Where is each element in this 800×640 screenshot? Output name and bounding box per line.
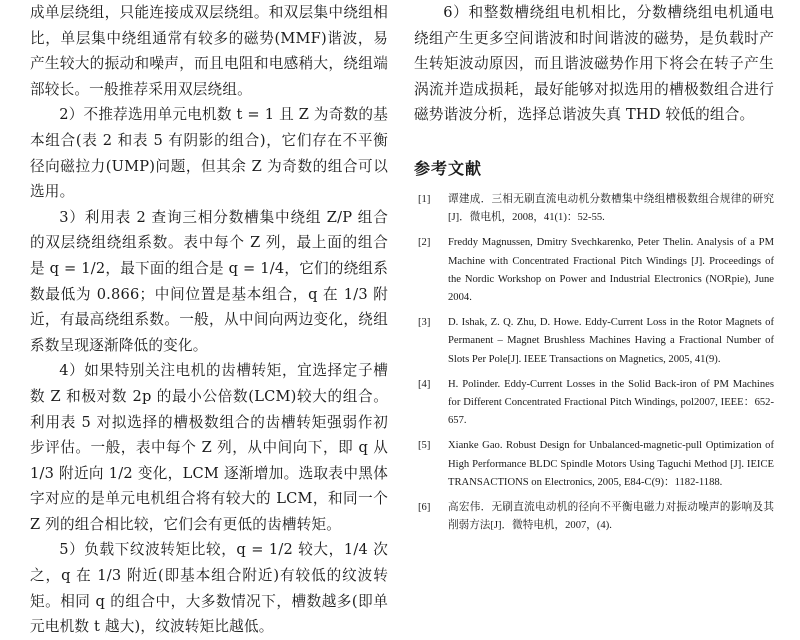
- reference-number: [5]: [418, 440, 431, 452]
- reference-text: Xianke Gao. Robust Design for Unbalanced-magnetic-pull Optimization of High Performance BLDC Spindle Motors Using Taguchi Method [J]. IEICE TRANSACTIONS on Electronics, 2005, E84-C(9)：1182-1188.: [448, 440, 774, 488]
- references-list: [414, 191, 774, 535]
- reference-item: [414, 234, 774, 307]
- reference-item: [414, 437, 774, 492]
- reference-text: H. Polinder. Eddy-Current Losses in the Solid Back-iron of PM Machines for Different Concentrated Fractional Pitch Windings, pol2007, IEEE：652-657.: [448, 378, 774, 427]
- reference-item: [414, 499, 774, 535]
- reference-text: D. Ishak, Z. Q. Zhu, D. Howe. Eddy-Current Loss in the Rotor Magnets of Permanent – Magnet Brushless Machines Having a Fractional Number of Slots Per Pole[J]. IEEE Transactions on Magnetics, 2005, 41(9).: [448, 317, 774, 365]
- right-paragraphs: [414, 0, 774, 128]
- reference-item: [414, 376, 774, 431]
- reference-number: [4]: [418, 378, 431, 390]
- reference-item: [414, 314, 774, 369]
- reference-number: [1]: [418, 193, 431, 205]
- reference-text: 谭建成．三相无刷直流电动机分数槽集中绕组槽极数组合规律的研究[J]．微电机，2008，41(1)：52-55.: [448, 193, 774, 224]
- body-paragraph: 6）和整数槽绕组电机相比，分数槽绕组电机通电绕组产生更多空间谐波和时间谐波的磁势，是负载时产生转矩波动原因，而且谐波磁势作用下将会在转子产生涡流并造成损耗，最好能够对拟选用的槽极数组合进行磁势谐波分析，选择总谐波失真 THD 较低的组合。: [414, 4, 774, 124]
- reference-number: [6]: [418, 502, 431, 514]
- reference-text: Freddy Magnussen, Dmitry Svechkarenko, Peter Thelin. Analysis of a PM Machine with Concentrated Fractional Pitch Windings [J]. Proceedings of the Nordic Workshop on Power and Industrial Electronics (NORpie), June 2004.: [448, 237, 774, 303]
- body-paragraph: 成单层绕组，只能连接成双层绕组。和双层集中绕组相比，单层集中绕组通常有较多的磁势(MMF)谐波，易产生较大的振动和噪声，而且电阻和电感稍大，绕组端部较长。一般推荐采用双层绕组。: [30, 4, 388, 98]
- reference-number: [2]: [418, 237, 431, 249]
- reference-item: [414, 191, 774, 227]
- body-paragraph: 3）利用表 2 查询三相分数槽集中绕组 Z/P 组合的双层绕组绕组系数。表中每个 Z 列，最上面的组合是 q = 1/2，最下面的组合是 q = 1/4，它们的绕组系数最低为 0.866；中间位置是基本组合，q 在 1/3 附近，有最高绕组系数。一般，从中间向两边变化，绕组系数呈现逐渐降低的变化。: [30, 208, 388, 354]
- body-paragraph: 5）负载下纹波转矩比较，q = 1/2 较大，1/4 次之，q 在 1/3 附近(即基本组合附近)有较低的纹波转矩。相同 q 的组合中，大多数情况下，槽数越多(即单元电机数 t 越大)，纹波转矩比越低。: [30, 541, 388, 636]
- body-paragraph: 2）不推荐选用单元电机数 t = 1 且 Z 为奇数的基本组合(表 2 和表 5 有阴影的组合)，它们存在不平衡径向磁拉力(UMP)问题，但其余 Z 为奇数的组合可以选用。: [30, 106, 388, 201]
- left-column: [30, 0, 388, 640]
- body-paragraph: 4）如果特别关注电机的齿槽转矩，宜选择定子槽数 Z 和极对数 2p 的最小公倍数(LCM)较大的组合。利用表 5 对拟选择的槽极数组合的齿槽转矩强弱作初步评估。一般，表中每个 Z 列，从中间向下，即 q 从 1/3 附近向 1/2 变化，LCM 逐渐增加。选取表中黑体字对应的是单元电机组合将有较大的 LCM，和同一个 Z 列的组合相比较，它们会有更低的齿槽转矩。: [30, 362, 388, 533]
- right-column: [414, 0, 774, 542]
- references-heading: 参考文献: [414, 158, 483, 178]
- reference-number: [3]: [418, 317, 431, 329]
- reference-text: 高宏伟．无刷直流电动机的径向不平衡电磁力对振动噪声的影响及其削弱方法[J]．微特电机，2007，(4).: [448, 502, 774, 532]
